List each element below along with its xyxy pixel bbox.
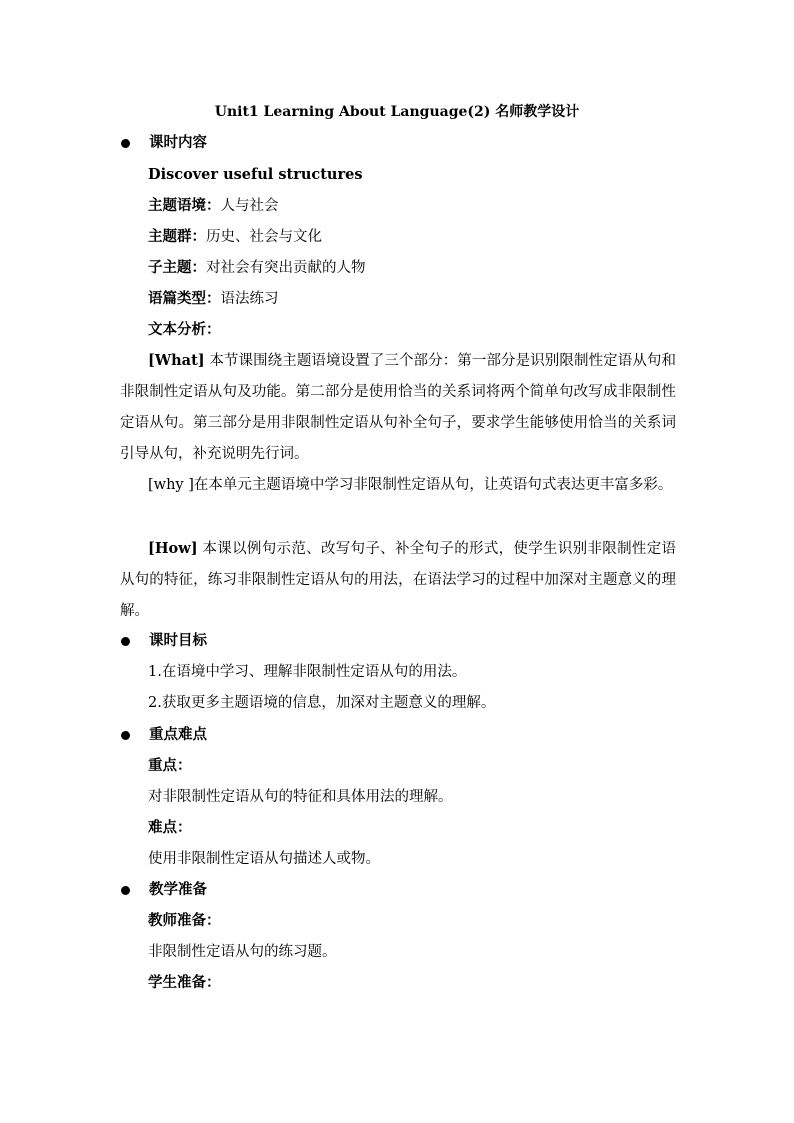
sub-theme-label: 子主题： <box>148 259 206 276</box>
sub-theme-value: 对社会有突出贡献的人物 <box>206 260 366 276</box>
student-prep-label: 学生准备： <box>148 974 221 991</box>
bullet-key-points <box>121 731 130 740</box>
objective-item: 2.获取更多主题语境的信息，加深对主题意义的理解。 <box>148 695 496 711</box>
how-text: 本课以例句示范、改写句子、补全句子的形式，使学生识别非限制性定语从句的特征，练习非限制性定语从句的用法，在语法学习的过程中加深对主题意义的理解。 <box>120 541 676 619</box>
theme-group-row <box>148 226 322 248</box>
why-paragraph <box>120 470 676 501</box>
theme-group-label: 主题群： <box>148 228 206 245</box>
theme-context-value: 人与社会 <box>220 198 279 214</box>
how-tag: [How] <box>148 540 198 557</box>
difficult-text: 使用非限制性定语从句描述人或物。 <box>148 851 380 867</box>
text-type-value: 语法练习 <box>220 291 279 307</box>
why-tag: [why ] <box>148 477 194 493</box>
bullet-preparation <box>121 886 130 895</box>
what-text: 本节课围绕主题语境设置了三个部分：第一部分是识别限制性定语从句和非限制性定语从句及功能。第二部分是使用恰当的关系词将两个简单句改写成非限制性定语从句。第三部分是用非限制性定语从句补全句子，要求学生能够使用恰当的关系词引导从句，补充说明先行词。 <box>120 353 676 462</box>
teacher-prep-text: 非限制性定语从句的练习题。 <box>148 944 337 960</box>
lesson-subtitle: Discover useful structures <box>148 166 363 183</box>
text-type-label: 语篇类型： <box>148 290 221 307</box>
objective-item: 1.在语境中学习、理解非限制性定语从句的用法。 <box>148 664 467 680</box>
what-paragraph <box>120 345 676 470</box>
text-type-row <box>148 288 279 310</box>
heading-content: 课时内容 <box>149 134 207 151</box>
what-tag: [What] <box>148 352 205 369</box>
theme-group-value: 历史、社会与文化 <box>206 229 322 245</box>
heading-objectives: 课时目标 <box>149 632 207 649</box>
document-title: Unit1 Learning About Language(2) 名师教学设计 <box>214 104 580 120</box>
sub-theme-row <box>148 257 366 279</box>
analysis-label: 文本分析： <box>148 321 221 338</box>
theme-context-row <box>148 195 279 217</box>
key-text: 对非限制性定语从句的特征和具体用法的理解。 <box>148 789 453 805</box>
heading-preparation: 教学准备 <box>149 881 207 898</box>
bullet-objectives <box>121 637 130 646</box>
why-text: 在本单元主题语境中学习非限制性定语从句，让英语句式表达更丰富多彩。 <box>193 477 673 493</box>
teacher-prep-label: 教师准备： <box>148 912 221 929</box>
how-paragraph <box>120 533 676 627</box>
key-label: 重点： <box>148 757 192 774</box>
theme-context-label: 主题语境： <box>148 197 221 214</box>
bullet-content <box>121 139 130 148</box>
difficult-label: 难点： <box>148 819 192 836</box>
heading-key-points: 重点难点 <box>149 726 207 743</box>
